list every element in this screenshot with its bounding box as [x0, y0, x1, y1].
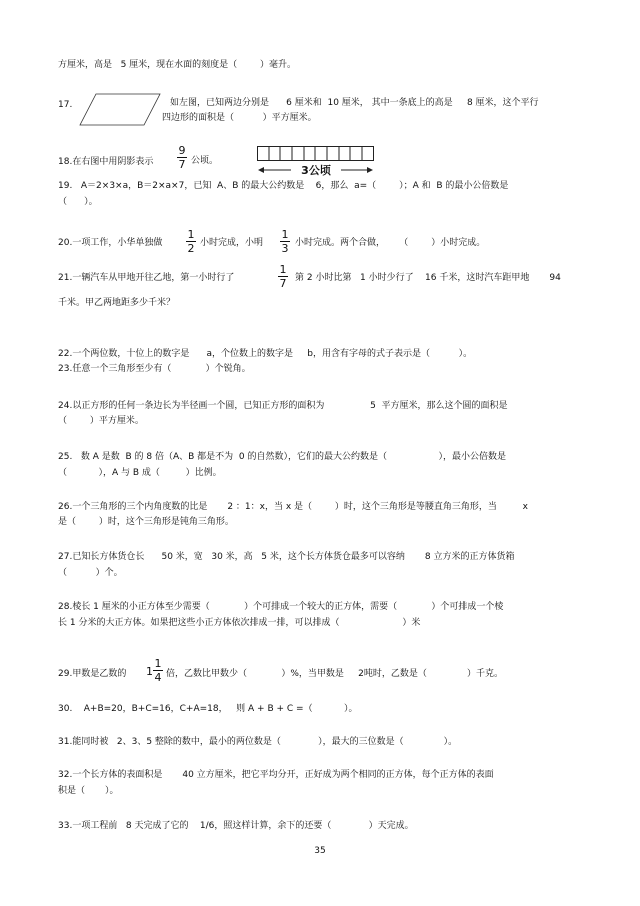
q27-line-a: 27.已知长方体货仓长 50 米，宽 30 米，高 5 米，这个长方体货仓最多可以容纳 8 立方米的正方体货箱 [58, 552, 515, 562]
q17-line-b: 四边形的面积是（ ）平方厘米。 [162, 113, 317, 123]
q21-text-a: 21.一辆汽车从甲地开往乙地，第一小时行了 [58, 273, 235, 283]
q24-line-a: 24.以正方形的任何一条边长为半径画一个圆，已知正方形的面积为 5 平方厘米，那么这个圆的面积是 [58, 401, 508, 411]
page-number: 35 [314, 846, 326, 856]
fraction-denominator: 4 [154, 671, 162, 684]
fraction-numerator: 1 [281, 228, 289, 241]
q22-text: 22.一个两位数，十位上的数字是 a，个位数上的数字是 b，用含有字母的式子表示是（ ）。 [58, 349, 473, 359]
fraction-denominator: 7 [178, 158, 186, 171]
q20-fraction-a [186, 229, 196, 254]
q21-text-c: 千米。甲乙两地距多少千米？ [58, 298, 176, 308]
fraction-numerator: 1 [187, 228, 195, 241]
q33-text: 33.一项工程前 8 天完成了它的 1/6，照这样计算，余下的还要（ ）天完成。 [58, 821, 414, 831]
q32-line-a: 32.一个长方体的表面积是 40 立方厘米，把它平均分开，正好成为两个相同的正方体，每个正方体的表面 [58, 770, 494, 780]
fraction-numerator: 1 [279, 263, 287, 276]
q31-text: 31.能同时被 2、3、5 整除的数中，最小的两位数是（ ），最大的三位数是（ ）。 [58, 737, 458, 747]
parallelogram-figure [78, 93, 162, 127]
q29-text-a: 29.甲数是乙数的 [58, 669, 127, 679]
q25-line-a: 25. 数 A 是数 B 的 8 倍（A、B 都是不为 0 的自然数），它们的最大公约数是（ ），最小公倍数是 [58, 452, 506, 462]
q28-line-a: 28.棱长 1 厘米的小正方体至少需要（ ）个可排成一个较大的正方体，需要（ ）个可排成一个棱 [58, 602, 504, 612]
fraction-denominator: 7 [279, 277, 287, 290]
line-prev-question: 方厘米，高是 5 厘米，现在水面的刻度是（ ）毫升。 [58, 60, 297, 70]
q26-line-b: 是（ ）时，这个三角形是钝角三角形。 [58, 517, 234, 527]
fraction-numerator: 9 [178, 144, 186, 157]
q20-text-c: 小时完成。两个合做， （ ）小时完成。 [295, 238, 486, 248]
q26-line-a: 26.一个三角形的三个内角度数的比是 2 ：1：x，当 x 是（ ）时，这个三角形是等腰直角三角形，当 x [58, 502, 528, 512]
q29-whole-number: 1 [146, 665, 153, 678]
q28-line-b: 长 1 分米的大正方体。如果把这些小正方体依次排成一排，可以排成（ ）米 [58, 618, 421, 628]
q18-scale-label: 3公顷 [301, 164, 331, 177]
q29-fraction [153, 658, 163, 683]
q30-text: 30. A+B=20，B+C=16，C+A=18， 则 A + B + C =（ ）。 [58, 704, 358, 714]
hectare-grid-figure [257, 146, 377, 176]
q17-line-a: 如左图，已知两边分别是 6 厘米和 10 厘米， 其中一条底上的高是 8 厘米，这个平行 [170, 98, 539, 108]
q27-line-b: （ ）个。 [58, 568, 123, 578]
q19-line-b: （ ）。 [58, 197, 98, 207]
q25-line-b: （ ），A 与 B 成（ ）比例。 [58, 468, 222, 478]
q32-line-b: 积是（ ）。 [58, 786, 119, 796]
q23-text: 23.任意一个三角形至少有（ ）个锐角。 [58, 364, 251, 374]
q17-number: 17. [58, 100, 73, 110]
q19-line-a: 19. A＝2×3×a，B＝2×a×7，已知 A、B 的最大公约数是 6，那么 a=（ ）；A 和 B 的最小公倍数是 [58, 181, 509, 191]
q20-fraction-b [280, 229, 290, 254]
fraction-denominator: 2 [187, 242, 195, 255]
q21-fraction [278, 264, 288, 289]
q20-text-a: 20.一项工作，小华单独做 [58, 238, 163, 248]
fraction-denominator: 3 [281, 242, 289, 255]
q18-unit: 公顷。 [191, 156, 219, 166]
q18-text: 18.在右图中用阴影表示 [58, 157, 154, 167]
q20-text-b: 小时完成，小明 [200, 238, 264, 248]
q18-fraction [177, 145, 187, 170]
q24-line-b: （ ）平方厘米。 [58, 416, 144, 426]
q29-text-b: 倍，乙数比甲数少（ ）%，当甲数是 2吨时，乙数是（ ）千克。 [166, 669, 503, 679]
q21-text-b: 第 2 小时比第 1 小时少行了 16 千米，这时汽车距甲地 94 [295, 273, 561, 283]
fraction-numerator: 1 [154, 657, 162, 670]
